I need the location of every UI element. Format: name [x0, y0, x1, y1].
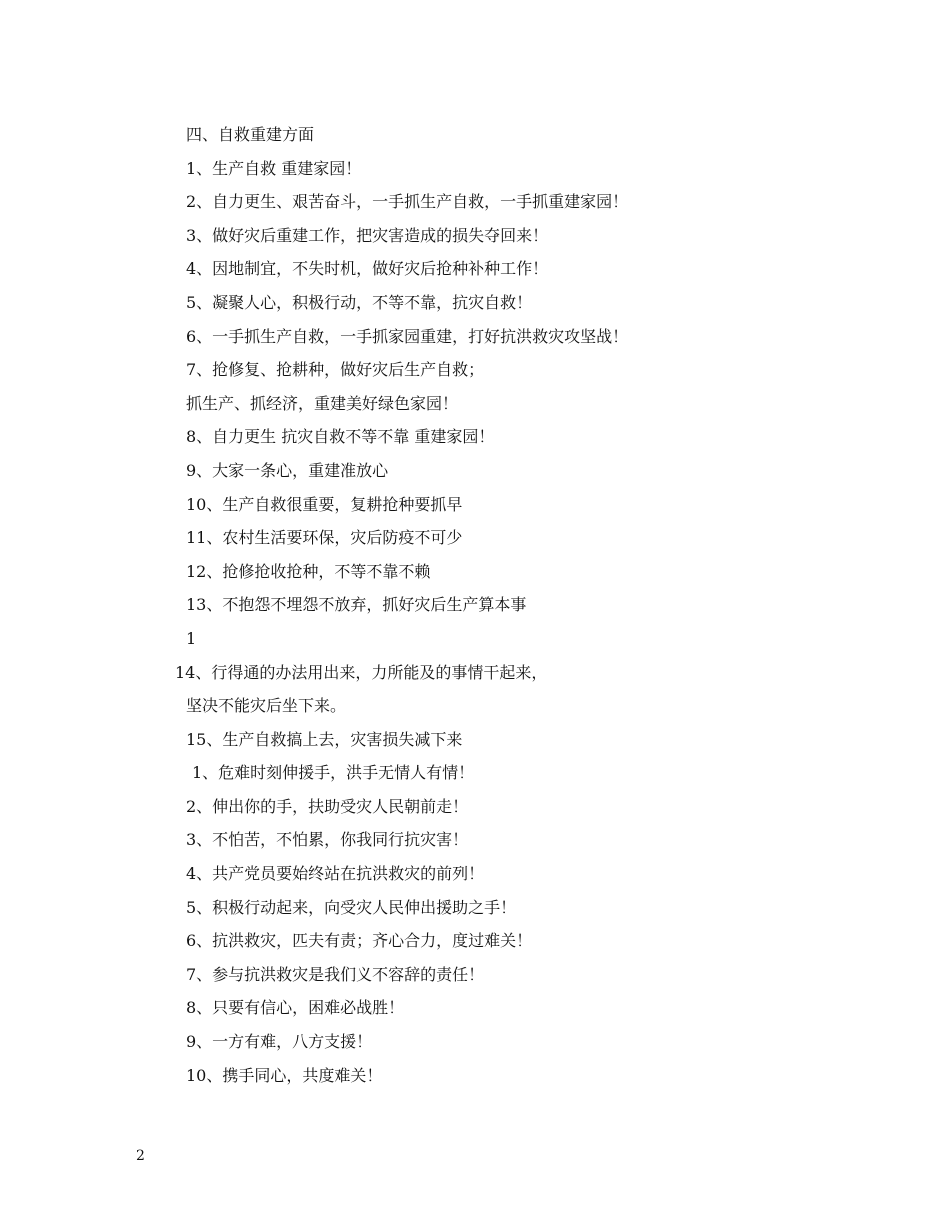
text-line: 6、一手抓生产自救，一手抓家园重建，打好抗洪救灾攻坚战！ [186, 326, 629, 346]
text-line: 1、生产自救 重建家园！ [186, 158, 362, 178]
text-line: 2、自力更生、艰苦奋斗，一手抓生产自救，一手抓重建家园！ [186, 192, 629, 212]
text-line: 8、只要有信心，困难必战胜！ [186, 998, 405, 1018]
text-line: 5、凝聚人心，积极行动，不等不靠，抗灾自救！ [186, 292, 533, 312]
text-line: 6、抗洪救灾，匹夫有责；齐心合力，度过难关！ [186, 931, 533, 951]
page-number: 2 [136, 1148, 145, 1164]
text-line: 3、不怕苦，不怕累，你我同行抗灾害！ [186, 830, 469, 850]
text-line: 9、一方有难，八方支援！ [186, 1032, 373, 1052]
text-line: 4、因地制宜，不失时机，做好灾后抢种补种工作！ [186, 259, 549, 279]
text-line: 抓生产、抓经济，重建美好绿色家园！ [186, 393, 459, 413]
text-line: 10、生产自救很重要，复耕抢种要抓早 [186, 494, 463, 514]
text-line: 13、不抱怨不埋怨不放弃，抓好灾后生产算本事 [186, 595, 527, 615]
text-line: 1、危难时刻伸援手，洪手无情人有情！ [192, 763, 475, 783]
text-line: 15、生产自救搞上去，灾害损失减下来 [186, 729, 463, 749]
text-line: 8、自力更生 抗灾自救不等不靠 重建家园！ [186, 427, 495, 447]
text-line: 2、伸出你的手，扶助受灾人民朝前走！ [186, 796, 469, 816]
text-line: 7、参与抗洪救灾是我们义不容辞的责任！ [186, 964, 485, 984]
text-line: 9、大家一条心，重建准放心 [186, 460, 389, 480]
text-line: 14、行得通的办法用出来，力所能及的事情干起来， [175, 662, 548, 682]
section-heading: 四、自救重建方面 [186, 125, 315, 144]
text-line: 1 [186, 628, 197, 648]
text-line: 10、携手同心，共度难关！ [186, 1065, 383, 1085]
text-lines [0, 118, 950, 1092]
text-line: 3、做好灾后重建工作，把灾害造成的损失夺回来！ [186, 225, 549, 245]
text-line: 4、共产党员要始终站在抗洪救灾的前列！ [186, 864, 485, 884]
text-line: 12、抢修抢收抢种，不等不靠不赖 [186, 561, 431, 581]
text-line: 坚决不能灾后坐下来。 [186, 696, 347, 716]
text-line: 5、积极行动起来，向受灾人民伸出援助之手！ [186, 897, 517, 917]
text-line: 7、抢修复、抢耕种，做好灾后生产自救； [186, 360, 485, 380]
text-line: 11、农村生活要环保，灾后防疫不可少 [186, 528, 463, 548]
